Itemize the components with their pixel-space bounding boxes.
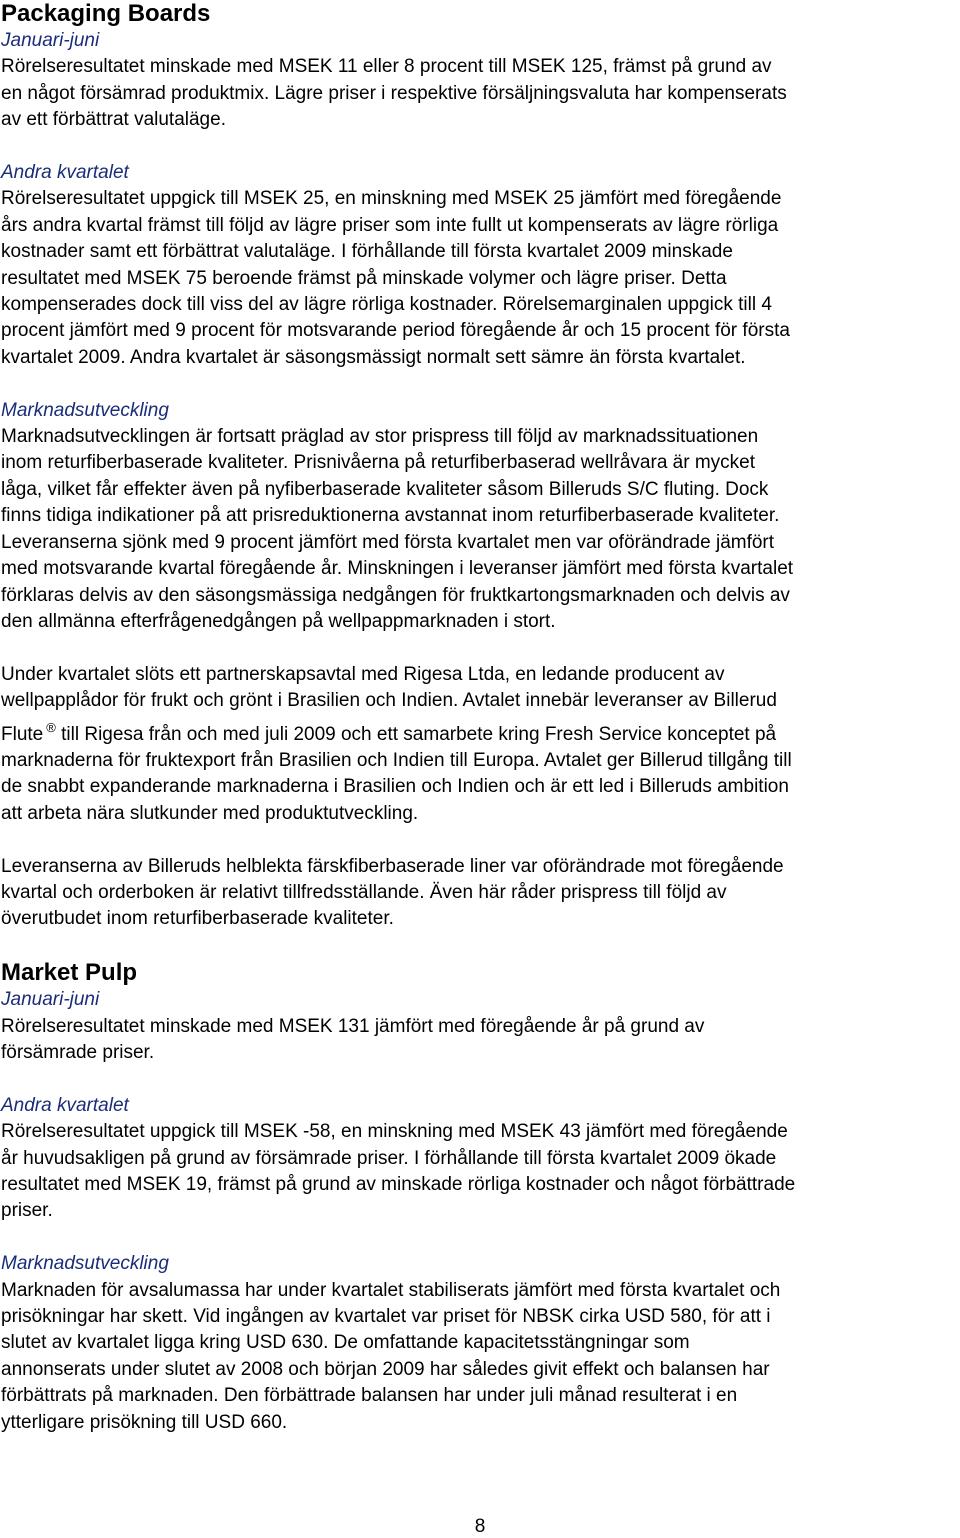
text-line: kostnader samt ett förbättrat valutaläge. I förhållande till första kvartalet 2009 minskade (1, 241, 733, 263)
paragraph-jan-jun (1, 54, 960, 133)
paragraph-white-liner (1, 854, 960, 933)
paragraph-q2 (1, 186, 960, 371)
spacer (1, 827, 960, 853)
text-line: av ett förbättrat valutaläge. (1, 109, 226, 131)
text-line: prisökningar har skett. Vid ingången av kvartalet var priset för NBSK cirka USD 580, för att i (1, 1305, 771, 1327)
text-line: slutet av kvartalet ligga kring USD 630. De omfattande kapacitetsstängningar som (1, 1332, 690, 1354)
text-line: de snabbt expanderande marknaderna i Brasilien och Indien och är ett led i Billeruds ambition (1, 776, 789, 798)
text-line: resultatet med MSEK 19, främst på grund av minskade rörliga kostnader och något förbättrade (1, 1173, 796, 1195)
text-line: inom returfiberbaserade kvaliteter. Prisnivåerna på returfiberbaserad wellråvara är mycket (1, 452, 756, 474)
text-line: att arbeta nära slutkunder med produktutveckling. (1, 802, 419, 824)
spacer (1, 933, 960, 959)
text-line: Rörelseresultatet uppgick till MSEK 25, en minskning med MSEK 25 jämfört med föregående (1, 188, 782, 210)
registered-mark: ® (46, 719, 56, 735)
text-line: annonserats under slutet av 2008 och början 2009 har således givit effekt och balansen har (1, 1358, 770, 1380)
text-line: Rörelseresultatet minskade med MSEK 11 eller 8 procent till MSEK 125, främst på grund av (1, 56, 772, 78)
paragraph-pulp-q2 (1, 1119, 960, 1225)
text-line: resultatet med MSEK 75 beroende främst på minskade volymer och lägre priser. Detta (1, 267, 727, 289)
text-line: kvartalet 2009. Andra kvartalet är säsongsmässigt normalt sett sämre än första kvartalet. (1, 346, 746, 368)
text-line: Rörelseresultatet uppgick till MSEK -58, en minskning med MSEK 43 jämfört med föregående (1, 1121, 788, 1143)
paragraph-pulp-jan-jun (1, 1014, 960, 1067)
text-line: Leveranserna av Billeruds helblekta färskfiberbaserade liner var oförändrade mot föregående (1, 855, 784, 877)
section-title-market-pulp: Market Pulp (1, 959, 138, 987)
text-line: ytterligare prisökning till USD 660. (1, 1411, 288, 1433)
spacer (1, 635, 960, 661)
text-line: Marknaden för avsalumassa har under kvartalet stabiliserats jämfört med första kvartalet och (1, 1279, 781, 1301)
text-line: förbättrats på marknaden. Den förbättrade balansen har under juli månad resulterat i en (1, 1385, 738, 1407)
text-line: marknaderna för fruktexport från Brasilien och Indien till Europa. Avtalet ger Billerud tillgång till (1, 749, 792, 771)
paragraph-rigesa (1, 662, 960, 827)
text-line: finns tidiga indikationer på att prisreduktionerna avstannat inom returfiberbaserade kvaliteter. (1, 505, 780, 527)
text-line: med motsvarande kvartal föregående år. Minskningen i leveranser jämfört med första kvartalet (1, 558, 794, 580)
spacer (1, 1225, 960, 1251)
text-line (1, 715, 960, 748)
subheading-marknadsutveckling: Marknadsutveckling (1, 1253, 169, 1275)
brand-flute: Flute (1, 723, 44, 745)
subheading-marknadsutveckling: Marknadsutveckling (1, 399, 169, 421)
text-line: år huvudsakligen på grund av försämrade priser. I förhållande till första kvartalet 2009 ökade (1, 1147, 777, 1169)
text-line: överutbudet inom returfiberbaserade kvaliteter. (1, 908, 394, 930)
text-line: wellpapplådor för frukt och grönt i Brasilien och Indien. Avtalet innebär leveranser av Billerud (1, 690, 777, 712)
text-line: Under kvartalet slöts ett partnerskapsavtal med Rigesa Ltda, en ledande producent av (1, 663, 725, 685)
text-line: kompenserades dock till viss del av lägre rörliga kostnader. Rörelsemarginalen uppgick till 4 (1, 294, 772, 316)
text-line: förklaras delvis av den säsongsmässiga nedgången för fruktkartongsmarknaden och delvis av (1, 584, 790, 606)
subheading-andra-kvartalet: Andra kvartalet (1, 162, 129, 184)
text-line: en något försämrad produktmix. Lägre priser i respektive försäljningsvaluta har kompenserats (1, 82, 787, 104)
spacer (1, 134, 960, 160)
text-line: Leveranserna sjönk med 9 procent jämfört med första kvartalet men var oförändrade jämfört (1, 531, 775, 553)
subheading-januari-juni: Januari-juni (1, 30, 100, 51)
text-line: den allmänna efterfrågenedgången på wellpappmarknaden i stort. (1, 610, 556, 632)
text-line: låga, vilket får effekter även på nyfiberbaserade kvaliteter såsom Billeruds S/C fluting. Dock (1, 478, 769, 500)
text-line: procent jämfört med 9 procent för motsvarande period föregående år och 15 procent för första (1, 320, 790, 342)
text-line: Marknadsutvecklingen är fortsatt präglad av stor prispress till följd av marknadssituationen (1, 426, 759, 448)
spacer (1, 371, 960, 397)
page-number: 8 (474, 1516, 486, 1537)
text-line: års andra kvartal främst till följd av lägre priser som inte fullt ut kompenserats av lägre rörliga (1, 214, 779, 236)
text-line: försämrade priser. (1, 1041, 155, 1063)
subheading-andra-kvartalet: Andra kvartalet (1, 1094, 129, 1116)
paragraph-pulp-market (1, 1278, 960, 1436)
spacer (1, 1066, 960, 1092)
text-line: Rörelseresultatet minskade med MSEK 131 jämfört med föregående år på grund av (1, 1015, 705, 1037)
paragraph-market (1, 424, 960, 635)
section-title-packaging-boards: Packaging Boards (1, 0, 211, 27)
text-line: kvartal och orderboken är relativt tillfredsställande. Även här råder prispress till följd av (1, 881, 727, 903)
subheading-januari-juni: Januari-juni (1, 989, 100, 1011)
text-line: priser. (1, 1200, 53, 1222)
text-fragment: till Rigesa från och med juli 2009 och ett samarbete kring Fresh Service konceptet på (61, 723, 777, 745)
